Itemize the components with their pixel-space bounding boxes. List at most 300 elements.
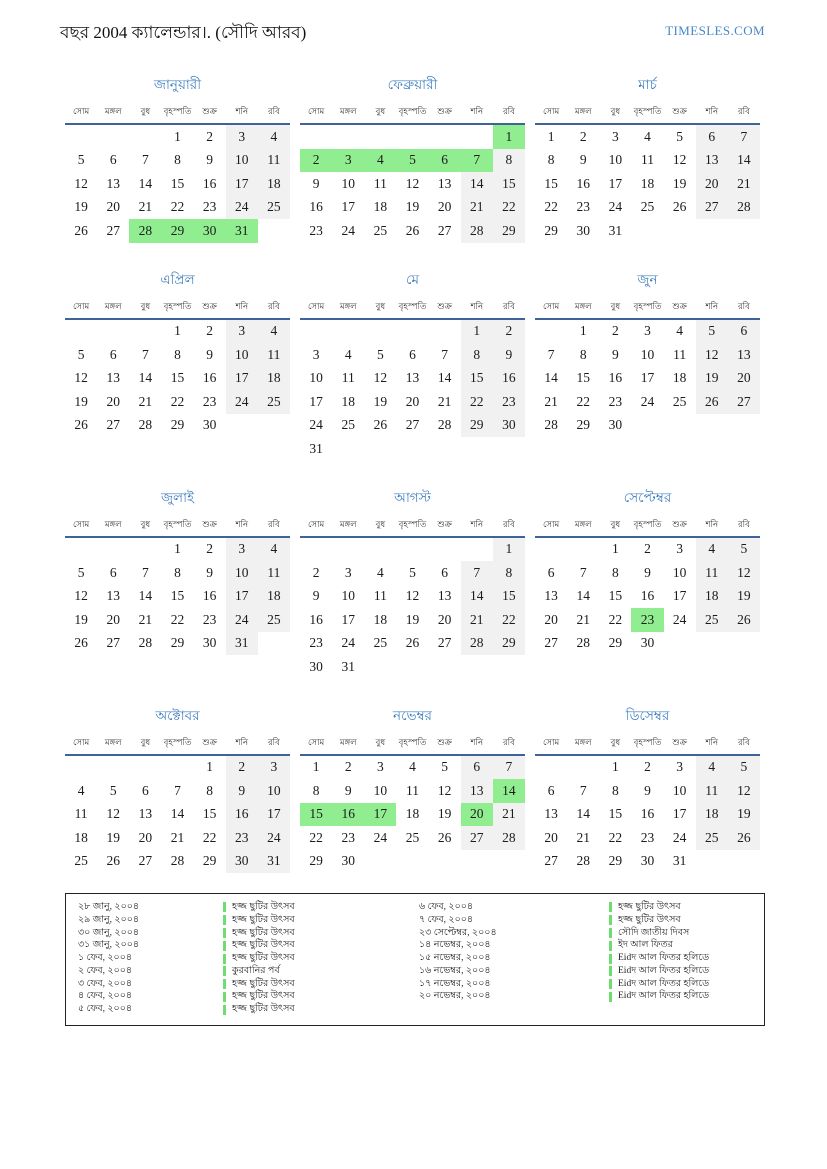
weekday-header: বৃহস্পতি	[633, 518, 662, 529]
month-calendar	[65, 705, 290, 874]
day-cell: 16	[202, 175, 217, 191]
day-cell: 14	[170, 806, 185, 822]
day-cell: 17	[226, 172, 258, 196]
weekday-header: রবি	[268, 736, 280, 747]
day-cell: 1	[579, 323, 587, 339]
week-row	[300, 632, 525, 656]
week-row	[300, 826, 525, 850]
day-cell: 30	[202, 417, 217, 433]
day-cell: 23	[640, 829, 655, 845]
holiday-marker-icon	[609, 928, 612, 938]
day-cell	[429, 124, 461, 149]
day-cell: 28	[576, 635, 590, 651]
day-cell: 5	[376, 346, 384, 362]
day-cell: 28	[728, 196, 760, 220]
day-cell: 9	[226, 779, 258, 803]
day-cell: 15	[461, 367, 493, 391]
day-cell: 8	[174, 564, 181, 580]
day-cell: 22	[202, 829, 217, 845]
holiday-marker-icon	[223, 954, 226, 964]
day-cell: 20	[437, 199, 452, 215]
day-cell: 11	[673, 346, 687, 362]
day-cell: 14	[437, 370, 452, 386]
day-cell: 5	[728, 755, 760, 780]
day-cell: 23	[608, 393, 623, 409]
month-table	[300, 103, 525, 243]
day-cell	[461, 850, 493, 874]
day-cell: 10	[309, 370, 323, 386]
month-calendar	[535, 487, 760, 656]
day-cell: 4	[376, 564, 384, 580]
weekday-header: মঙ্গল	[574, 736, 592, 747]
day-cell: 14	[461, 585, 493, 609]
day-cell: 26	[672, 199, 687, 215]
day-cell: 16	[640, 806, 655, 822]
day-cell: 5	[77, 346, 85, 362]
holiday-legend	[65, 893, 765, 1026]
day-cell: 20	[461, 803, 493, 827]
day-cell	[364, 537, 396, 562]
legend-date: ৩০ জানু, ২০০৪	[78, 927, 140, 938]
day-cell: 30	[341, 853, 355, 869]
day-cell: 15	[170, 175, 185, 191]
day-cell: 19	[437, 806, 452, 822]
week-row	[535, 390, 760, 414]
day-cell: 8	[579, 346, 587, 362]
day-cell: 27	[461, 826, 493, 850]
weekday-header: বুধ	[375, 736, 386, 747]
month-title: জুলাই	[160, 489, 195, 505]
month-table	[300, 734, 525, 874]
week-row	[300, 390, 525, 414]
day-cell: 27	[544, 853, 558, 869]
week-row	[535, 755, 760, 780]
day-cell: 27	[106, 417, 120, 433]
month-table	[535, 298, 760, 438]
day-cell: 15	[300, 803, 332, 827]
day-cell: 23	[226, 826, 258, 850]
day-cell: 22	[576, 393, 590, 409]
day-cell: 2	[493, 319, 525, 344]
day-cell: 5	[696, 319, 728, 344]
day-cell: 29	[202, 853, 217, 869]
day-cell: 23	[202, 393, 217, 409]
day-cell: 24	[341, 222, 355, 238]
day-cell	[226, 414, 258, 438]
day-cell	[129, 755, 161, 780]
day-cell: 25	[696, 826, 728, 850]
day-cell: 24	[226, 608, 258, 632]
day-cell: 24	[640, 393, 655, 409]
legend-holiday-name: হজ্জ ছুটির উৎসব	[232, 927, 295, 938]
day-cell: 13	[106, 588, 120, 604]
day-cell	[364, 437, 396, 461]
day-cell: 1	[493, 537, 525, 562]
legend-holiday-name: সৌদি জাতীয় দিবস	[618, 927, 690, 938]
day-cell: 8	[312, 782, 320, 798]
day-cell: 4	[696, 537, 728, 562]
day-cell: 6	[461, 755, 493, 780]
day-cell: 11	[341, 370, 355, 386]
week-row	[65, 826, 290, 850]
week-row	[65, 196, 290, 220]
day-cell: 24	[608, 199, 623, 215]
day-cell: 11	[258, 343, 290, 367]
day-cell	[364, 319, 396, 344]
week-row	[300, 149, 525, 173]
day-cell: 29	[576, 417, 590, 433]
day-cell: 7	[461, 561, 493, 585]
day-cell: 3	[226, 537, 258, 562]
day-cell: 7	[441, 346, 448, 362]
legend-date: ২৩ সেপ্টেম্বর, ২০০৪	[419, 927, 497, 938]
day-cell: 7	[579, 782, 587, 798]
day-cell: 24	[672, 611, 687, 627]
day-cell: 19	[405, 199, 420, 215]
day-cell	[364, 124, 396, 149]
day-cell: 18	[405, 806, 420, 822]
day-cell: 10	[640, 346, 655, 362]
month-calendar	[300, 487, 525, 679]
day-cell: 24	[672, 829, 687, 845]
day-cell: 14	[728, 149, 760, 173]
day-cell: 16	[640, 588, 655, 604]
day-cell	[332, 437, 364, 461]
day-cell: 4	[676, 323, 683, 339]
day-cell: 18	[258, 172, 290, 196]
weekday-header: সোম	[72, 300, 90, 311]
weekday-header: বুধ	[375, 106, 386, 116]
day-cell: 19	[696, 367, 728, 391]
day-cell	[631, 414, 663, 438]
day-cell: 25	[405, 829, 420, 845]
day-cell: 4	[77, 782, 85, 798]
month-title: অক্টোবর	[155, 707, 200, 723]
week-row	[300, 561, 525, 585]
weekday-header: শুক্র	[437, 736, 452, 747]
day-cell: 20	[437, 611, 452, 627]
day-cell: 4	[364, 149, 396, 173]
day-cell: 1	[493, 124, 525, 149]
day-cell: 27	[696, 196, 728, 220]
day-cell	[97, 755, 129, 780]
day-cell: 8	[461, 343, 493, 367]
weekday-header: মঙ্গল	[339, 106, 357, 116]
day-cell: 21	[138, 611, 153, 627]
day-cell: 27	[437, 635, 452, 651]
day-cell: 28	[437, 417, 452, 433]
week-row	[65, 319, 290, 344]
legend-holiday-name: কুরবানির পর্ব	[232, 965, 280, 976]
day-cell	[535, 537, 567, 562]
day-cell: 24	[258, 826, 290, 850]
day-cell: 10	[226, 343, 258, 367]
day-cell: 28	[138, 417, 153, 433]
day-cell: 6	[547, 564, 555, 580]
day-cell: 31	[309, 440, 323, 456]
day-cell: 20	[106, 393, 120, 409]
day-cell	[97, 319, 129, 344]
day-cell: 25	[258, 608, 290, 632]
day-cell: 23	[309, 635, 323, 651]
day-cell: 21	[493, 803, 525, 827]
day-cell	[493, 655, 525, 679]
day-cell	[631, 219, 663, 243]
day-cell: 5	[409, 564, 416, 580]
day-cell: 12	[405, 588, 420, 604]
day-cell	[664, 219, 696, 243]
day-cell: 19	[74, 199, 88, 215]
day-cell: 31	[608, 222, 623, 238]
day-cell: 8	[493, 149, 525, 173]
legend-holiday-name: হজ্জ ছুটির উৎসব	[618, 914, 681, 925]
day-cell: 7	[493, 755, 525, 780]
week-row	[65, 779, 290, 803]
day-cell: 18	[341, 393, 355, 409]
day-cell: 17	[672, 806, 687, 822]
day-cell: 23	[309, 222, 323, 238]
day-cell: 10	[258, 779, 290, 803]
day-cell: 25	[373, 222, 388, 238]
day-cell: 24	[341, 635, 355, 651]
legend-column	[419, 901, 752, 1016]
day-cell: 21	[461, 196, 493, 220]
weekday-header: শুক্র	[437, 300, 452, 311]
day-cell: 9	[206, 346, 213, 362]
weekday-header: শনি	[705, 106, 719, 116]
day-cell	[429, 850, 461, 874]
day-cell	[129, 319, 161, 344]
weekday-header: শুক্র	[672, 736, 687, 747]
day-cell: 26	[437, 829, 452, 845]
day-cell: 13	[544, 806, 558, 822]
day-cell	[535, 755, 567, 780]
weekday-header: মঙ্গল	[104, 736, 122, 747]
weekday-header: রবি	[268, 300, 280, 311]
day-cell: 21	[576, 829, 590, 845]
day-cell	[696, 219, 728, 243]
day-cell: 15	[170, 370, 185, 386]
day-cell: 27	[437, 222, 452, 238]
week-row	[300, 219, 525, 243]
day-cell	[129, 537, 161, 562]
day-cell: 29	[493, 219, 525, 243]
day-cell: 11	[640, 152, 654, 168]
day-cell: 17	[341, 611, 355, 627]
month-calendar	[65, 74, 290, 243]
day-cell: 26	[373, 417, 388, 433]
day-cell	[65, 537, 97, 562]
day-cell: 16	[309, 199, 323, 215]
legend-holiday-name: Eidদ আল ফিতর হলিডে	[618, 991, 710, 1002]
day-cell: 18	[696, 803, 728, 827]
day-cell	[161, 755, 193, 780]
legend-date: ২০ নভেম্বর, ২০০৪	[419, 991, 491, 1002]
day-cell: 21	[138, 199, 153, 215]
holiday-marker-icon	[609, 915, 612, 925]
day-cell: 24	[309, 417, 323, 433]
day-cell: 12	[672, 152, 687, 168]
week-row	[535, 608, 760, 632]
day-cell	[429, 319, 461, 344]
month-calendar	[535, 269, 760, 438]
day-cell	[97, 124, 129, 149]
day-cell: 6	[547, 782, 555, 798]
week-row	[300, 608, 525, 632]
weekday-header: শনি	[235, 300, 249, 311]
weekday-header: মঙ্গল	[574, 518, 592, 529]
day-cell: 30	[608, 417, 623, 433]
week-row	[535, 537, 760, 562]
day-cell: 19	[74, 393, 88, 409]
day-cell: 4	[258, 319, 290, 344]
day-cell: 11	[373, 175, 387, 191]
day-cell: 13	[437, 588, 452, 604]
legend-date: ১ ফেব, ২০০৪	[78, 953, 133, 964]
day-cell: 7	[461, 149, 493, 173]
legend-holiday-name: Eidদ আল ফিতর হলিডে	[618, 953, 710, 964]
day-cell	[332, 124, 364, 149]
day-cell: 1	[206, 759, 213, 775]
month-title: এপ্রিল	[160, 271, 195, 287]
holiday-marker-icon	[223, 992, 226, 1002]
day-cell: 5	[441, 759, 448, 775]
day-cell: 2	[206, 323, 213, 339]
weekday-header: বৃহস্পতি	[398, 736, 427, 747]
day-cell: 22	[544, 199, 558, 215]
legend-date: ৪ ফেব, ২০০৪	[78, 991, 133, 1002]
day-cell: 13	[728, 343, 760, 367]
holiday-marker-icon	[223, 915, 226, 925]
day-cell: 30	[640, 635, 655, 651]
day-cell: 5	[676, 128, 683, 144]
day-cell	[429, 437, 461, 461]
weekday-header: শনি	[470, 518, 484, 529]
day-cell: 18	[373, 611, 388, 627]
day-cell: 20	[405, 393, 420, 409]
day-cell: 13	[138, 806, 153, 822]
day-cell: 7	[174, 782, 181, 798]
week-row	[535, 632, 760, 656]
weekday-header: মঙ্গল	[574, 106, 592, 116]
legend-holiday-name: হজ্জ ছুটির উৎসব	[232, 991, 295, 1002]
day-cell: 14	[461, 172, 493, 196]
weekday-header: মঙ্গল	[104, 106, 122, 116]
week-row	[535, 149, 760, 173]
day-cell: 16	[309, 611, 323, 627]
legend-holiday-name: হজ্জ ছুটির উৎসব	[232, 953, 295, 964]
weekday-header: বুধ	[610, 300, 621, 311]
day-cell: 12	[728, 561, 760, 585]
weekday-header: বুধ	[140, 300, 151, 311]
week-row	[535, 850, 760, 874]
day-cell: 9	[579, 152, 587, 168]
weekday-header: সোম	[542, 518, 560, 529]
month-table	[65, 103, 290, 243]
week-row	[535, 319, 760, 344]
day-cell: 15	[202, 806, 217, 822]
day-cell: 1	[461, 319, 493, 344]
day-cell: 17	[672, 588, 687, 604]
weekday-header: বৃহস্পতি	[633, 736, 662, 747]
day-cell: 19	[728, 585, 760, 609]
weekday-header: বুধ	[610, 106, 621, 116]
day-cell: 9	[344, 782, 352, 798]
day-cell: 11	[696, 779, 728, 803]
day-cell: 2	[206, 128, 213, 144]
day-cell	[65, 319, 97, 344]
weekday-header: মঙ্গল	[339, 518, 357, 529]
day-cell: 18	[672, 370, 687, 386]
day-cell: 6	[728, 319, 760, 344]
day-cell: 17	[258, 803, 290, 827]
day-cell: 29	[170, 635, 185, 651]
legend-holiday-name: Eidদ আল ফিতর হলিডে	[618, 965, 710, 976]
day-cell: 6	[109, 152, 117, 168]
day-cell: 13	[106, 175, 120, 191]
day-cell	[97, 537, 129, 562]
day-cell	[567, 537, 599, 562]
weekday-header: বুধ	[610, 736, 621, 747]
month-table	[65, 734, 290, 874]
brand-link[interactable]: TIMESLES.COM	[665, 23, 765, 38]
legend-date: ৬ ফেব, ২০০৪	[419, 901, 474, 912]
day-cell: 26	[74, 417, 88, 433]
day-cell: 3	[226, 124, 258, 149]
weekday-header: সোম	[542, 300, 560, 311]
weekday-header: বৃহস্পতি	[633, 300, 662, 311]
holiday-marker-icon	[609, 902, 612, 912]
day-cell: 26	[74, 635, 88, 651]
day-cell: 8	[174, 346, 181, 362]
day-cell: 6	[109, 564, 117, 580]
week-row	[65, 172, 290, 196]
day-cell: 17	[341, 199, 355, 215]
week-row	[65, 390, 290, 414]
day-cell: 12	[74, 370, 88, 386]
week-row	[535, 343, 760, 367]
week-row	[65, 343, 290, 367]
day-cell: 23	[202, 611, 217, 627]
day-cell: 16	[202, 588, 217, 604]
day-cell: 17	[226, 367, 258, 391]
holiday-marker-icon	[223, 902, 226, 912]
day-cell: 25	[341, 417, 355, 433]
weekday-header: রবি	[268, 106, 280, 116]
month-table	[300, 516, 525, 679]
day-cell: 18	[373, 199, 388, 215]
weekday-header: শনি	[705, 518, 719, 529]
day-cell: 3	[344, 564, 352, 580]
day-cell: 14	[493, 779, 525, 803]
day-cell: 28	[461, 219, 493, 243]
day-cell	[396, 124, 428, 149]
day-cell: 19	[74, 611, 88, 627]
day-cell: 1	[312, 759, 320, 775]
legend-holiday-name: হজ্জ ছুটির উৎসব	[618, 901, 681, 912]
weekday-header: মঙ্গল	[339, 300, 357, 311]
weekday-header: শুক্র	[672, 106, 687, 116]
day-cell: 16	[608, 370, 623, 386]
day-cell: 31	[341, 658, 355, 674]
day-cell: 9	[611, 346, 619, 362]
day-cell	[364, 850, 396, 874]
day-cell: 13	[544, 588, 558, 604]
day-cell: 28	[576, 853, 590, 869]
legend-holiday-name: হজ্জ ছুটির উৎসব	[232, 1004, 295, 1015]
day-cell: 22	[170, 199, 185, 215]
day-cell: 21	[170, 829, 185, 845]
